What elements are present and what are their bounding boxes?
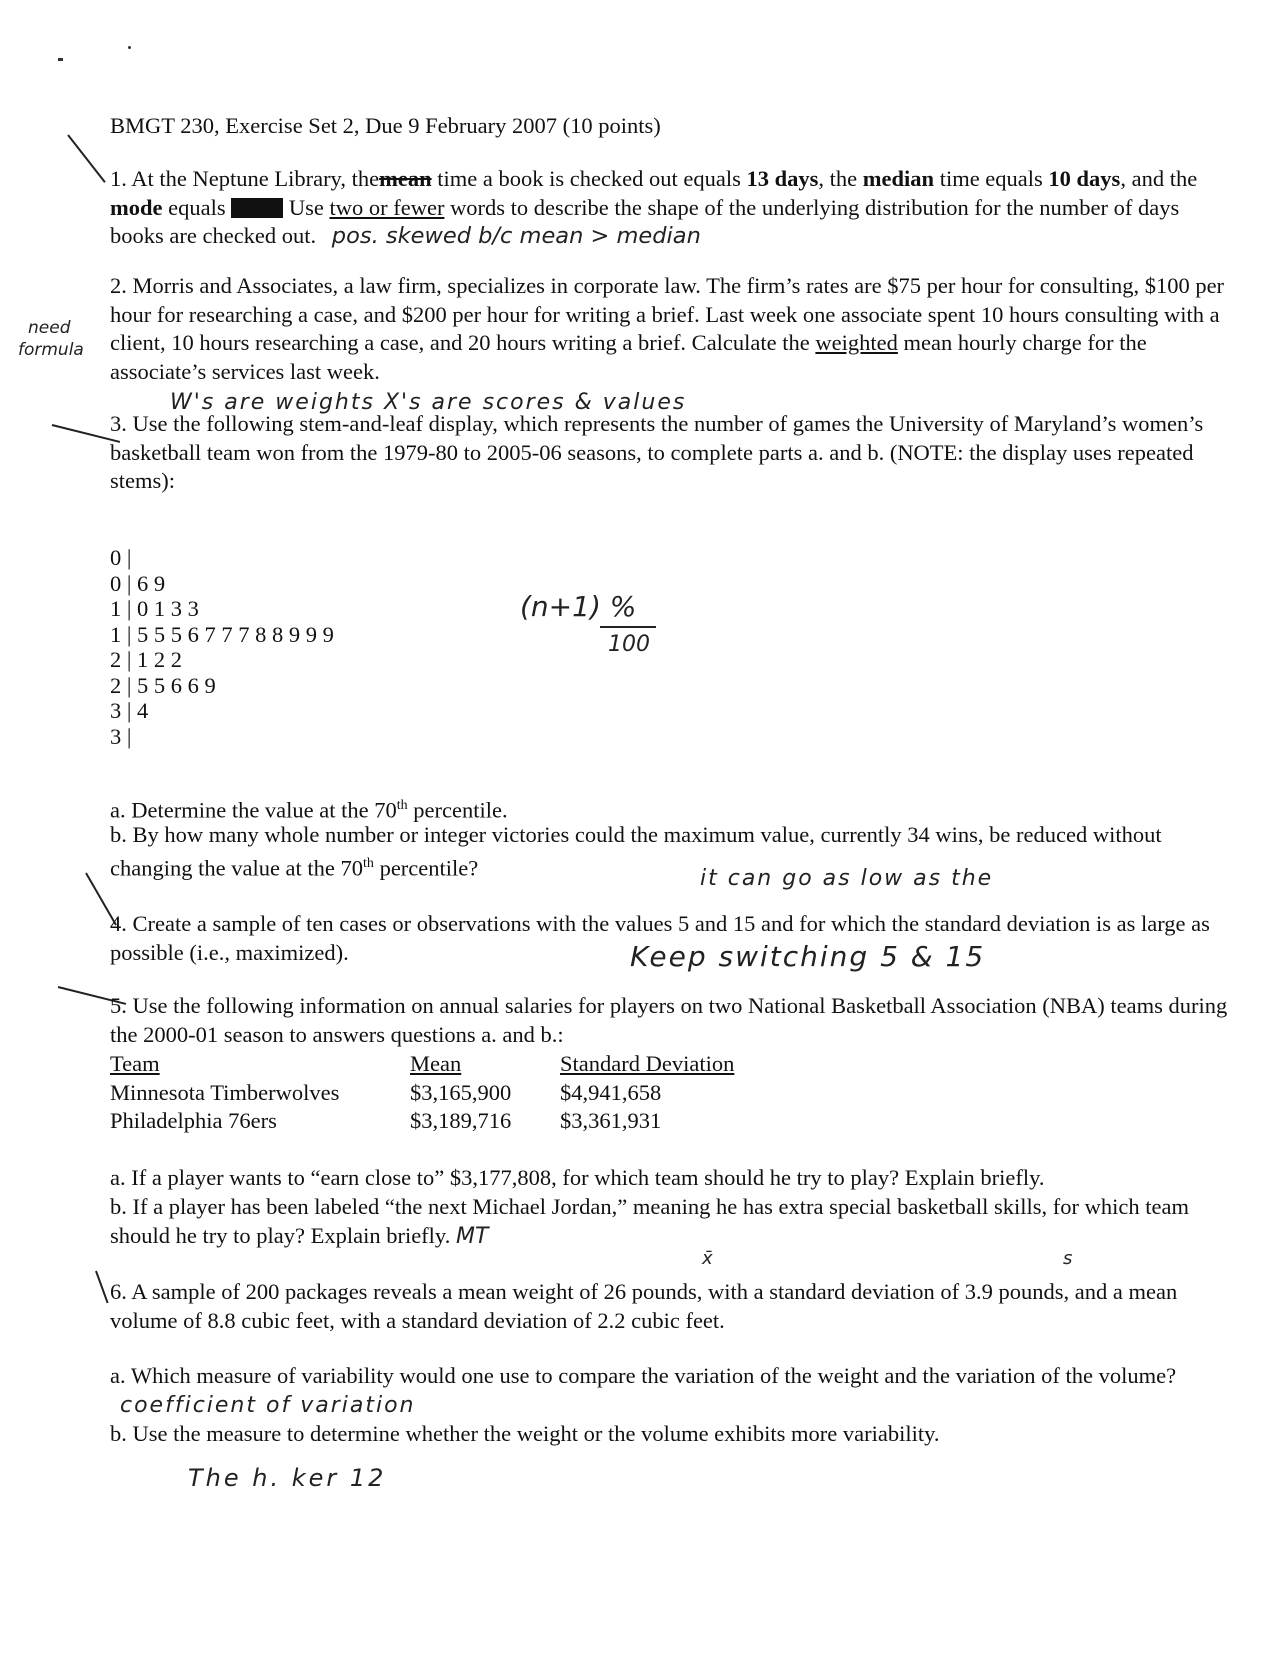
question-5b: b. If a player has been labeled “the next Michael Jordan,” meaning he has extra special basketball skills, for which team should he try to play? Explain briefly. MT	[110, 1194, 1189, 1249]
question-4: 4. Create a sample of ten cases or observations with the values 5 and 15 and for which the standard deviation is as large as possible (i.e., maximized).	[110, 911, 1210, 965]
check-mark-q1	[67, 134, 106, 183]
table-cell: Philadelphia 76ers	[110, 1108, 277, 1133]
stem-row: 2 | 1 2 2	[110, 647, 183, 672]
stem-row: 3 |	[110, 723, 132, 749]
handwritten-formula-top: (n+1) %	[520, 590, 637, 623]
question-6: 6. A sample of 200 packages reveals a mean weight of 26 pounds, with a standard deviation of 3.9 pounds, and a mean volume of 8.8 cubic feet, with a standard deviation of 2.2 cubic feet.	[110, 1279, 1178, 1333]
stem-row: 3 | 4	[110, 698, 149, 723]
stem-row: 0 |	[110, 545, 132, 570]
stem-row: 1 | 5 5 5 6 7 7 7 8 8 9 9 9	[110, 621, 334, 647]
table-header-row	[110, 1050, 734, 1079]
table-header: Team	[110, 1051, 160, 1076]
question-2: 2. Morris and Associates, a law firm, specializes in corporate law. The firm’s rates are $75 per hour for consulting, $100 per hour for researching a case, and $200 per hour for writing a brief. Last week one associate spent 10 hours consulting with a client, 10 hours researching a case, and 20 hours writing a brief. Calculate the weighted mean hourly charge for the associate’s services last week.	[110, 273, 1225, 384]
table-row	[110, 1107, 734, 1136]
handwriting-q6b: The h. ker 12	[188, 1464, 387, 1492]
stem-row: 2 | 5 5 6 6 9	[110, 672, 216, 698]
handwriting-q4: Keep switching 5 & 15	[630, 940, 986, 973]
stem-row: 1 | 0 1 3 3	[110, 596, 199, 621]
salary-table-wrap	[110, 1050, 734, 1136]
handwriting-q3b: it can go as low as the	[700, 866, 994, 891]
page-title: BMGT 230, Exercise Set 2, Due 9 February 2007 (10 points)	[110, 113, 661, 138]
handwritten-formula-bottom: 100	[608, 632, 650, 657]
question-6b: b. Use the measure to determine whether the weight or the volume exhibits more variability.	[110, 1421, 940, 1446]
stray-mark-1	[58, 58, 63, 61]
question-5a: a. If a player wants to “earn close to” $3,177,808, for which team should he try to play? Explain briefly.	[110, 1165, 1045, 1190]
redaction-blot	[231, 198, 283, 218]
table-row	[110, 1079, 734, 1108]
margin-note-need: need	[28, 318, 71, 338]
stem-row: 0 | 6 9	[110, 570, 166, 596]
question-3a: a. Determine the value at the 70th percentile.	[110, 797, 508, 823]
table-header: Standard Deviation	[560, 1051, 735, 1076]
handwritten-xbar: x̄	[702, 1248, 713, 1269]
question-6a: a. Which measure of variability would one use to compare the variation of the weight and the variation of the volume? coefficient of variation	[110, 1363, 1177, 1418]
table-cell: $3,361,931	[560, 1108, 662, 1133]
margin-note-formula: formula	[18, 340, 84, 360]
stem-and-leaf-display	[110, 545, 334, 749]
question-5: 5. Use the following information on annual salaries for players on two National Basketball Association (NBA) teams during the 2000-01 season to answers questions a. and b.:	[110, 993, 1228, 1047]
table-cell: $3,165,900	[410, 1079, 512, 1105]
question-1: 1. At the Neptune Library, themean time a book is checked out equals 13 days, the median time equals 10 days, and the mode equals Use two or fewer words to describe the shape of the underlying distribution for the number of days books are checked out. pos. skewed b/c mean > median	[110, 166, 1198, 249]
question-3b: b. By how many whole number or integer victories could the maximum value, currently 34 wins, be reduced without changing the value at the 70th percentile?	[110, 822, 1162, 880]
table-header: Mean	[410, 1051, 462, 1076]
check-mark-q6	[95, 1271, 109, 1304]
table-cell: Minnesota Timberwolves	[110, 1079, 340, 1105]
handwriting-q2: W's are weights X's are scores & values	[170, 390, 687, 415]
table-cell: $4,941,658	[560, 1079, 662, 1105]
handwritten-s: s	[1063, 1248, 1073, 1269]
question-3: 3. Use the following stem-and-leaf display, which represents the number of games the University of Maryland’s women’s basketball team won from the 1979-80 to 2005-06 seasons, to complete parts a. and b. (NOTE: the display uses repeated stems):	[110, 411, 1204, 493]
table-cell: $3,189,716	[410, 1108, 512, 1133]
formula-fraction-bar	[600, 626, 656, 628]
stray-mark-2	[128, 46, 131, 49]
salary-table	[110, 1050, 734, 1136]
